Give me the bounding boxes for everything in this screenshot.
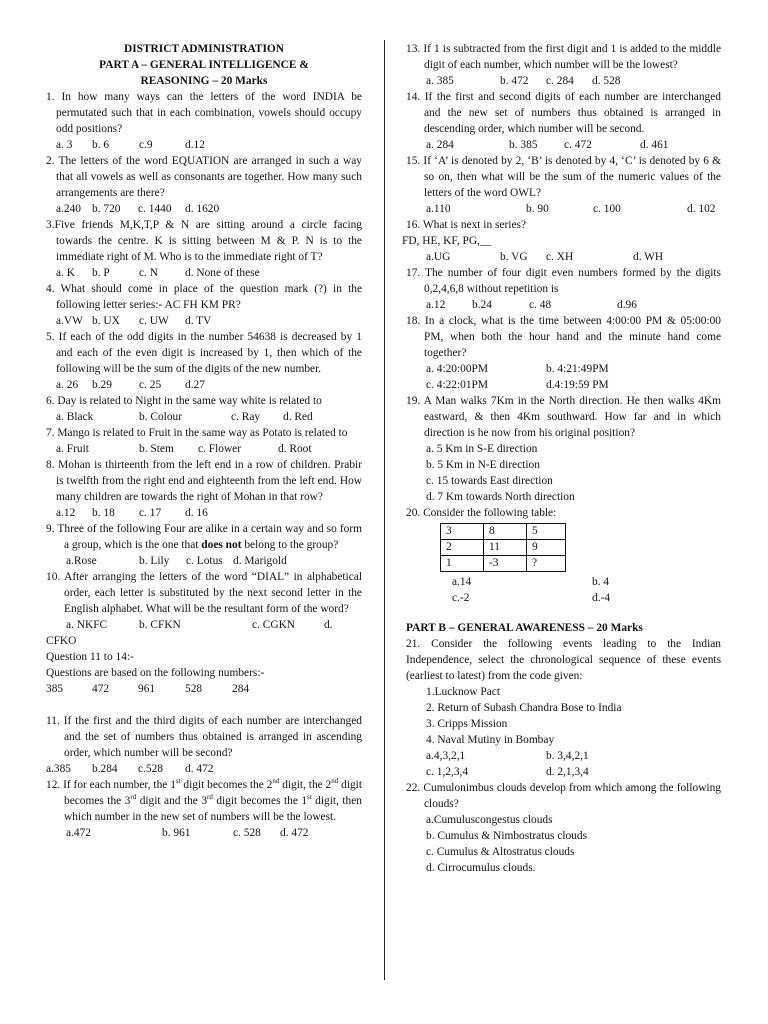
option-a: a.385 [46,763,71,775]
table-cell: 8 [484,524,527,540]
question-21: 21. Consider the following events leading to the Indian Independence, select the chronological sequence of these events (earliest to latest) from the code given: [406,638,721,682]
table-cell: 2 [441,540,484,556]
option-a: a.Rose [66,555,97,567]
question-18-options-cd [406,377,721,393]
option-a: a. 5 Km in S-E direction [426,443,538,455]
option-b: b. Colour [139,411,183,423]
option-b: b. 4 [592,576,610,588]
question-6-options [46,409,362,425]
q12-text: digit becomes the 1 [212,795,308,807]
event-item: 2. Return of Subash Chandra Bose to India [426,702,622,714]
option-d: d. 1620 [185,203,220,215]
option-c: c.-2 [452,592,470,604]
option-a: a.VW [56,315,83,327]
option-a: a. K [56,267,75,279]
option-b: b.284 [92,763,118,775]
question-21-options-cd [406,764,721,780]
event-item: 3. Cripps Mission [426,718,508,730]
question-12 [46,777,362,825]
superscript: st [175,777,181,786]
question-9-emphasis: does not [201,539,242,551]
option-d: d.12 [185,139,205,151]
option-c: c. CGKN [252,619,296,631]
option-a: a.472 [66,827,91,839]
superscript: nd [272,777,280,786]
option-c: c. UW [139,315,169,327]
option-d: d. 7 Km towards North direction [426,491,575,503]
option-b: b. CFKN [139,619,181,631]
question-16-options [406,249,721,265]
question-13-options [406,73,721,89]
option-b: b. VG [500,251,528,263]
question-5: 5. If each of the odd digits in the number 54638 is decreased by 1 and each of the even digit is increased by 1, then which of the following will be the sum of the digits of the new number. [46,331,362,375]
option-d: d.27 [185,379,205,391]
option-d: d. [324,619,333,631]
question-11-options [46,761,362,777]
option-d: d. Marigold [233,555,287,567]
question-1: 1. In how many ways can the letters of the word INDIA be permutated such that in each combination, vowels should occupy odd positions? [46,91,362,135]
table-cell: ? [527,556,566,572]
option-d: d. Cirrocumulus clouds. [426,862,536,874]
option-a: a. Black [56,411,94,423]
table-cell: 3 [441,524,484,540]
question-17-options [406,297,721,313]
option-c: c. Flower [198,443,242,455]
event-item: 4. Naval Mutiny in Bombay [426,734,555,746]
option-c: c.528 [138,763,163,775]
option-c: c. Ray [231,411,261,423]
option-d: d.4:19:59 PM [546,379,609,391]
part-b-title: PART B – GENERAL AWARENESS – 20 Marks [406,622,643,634]
question-13: 13. If 1 is subtracted from the first digit and 1 is added to the middle digit of each number, which number will be the lowest? [406,43,721,71]
question-15: 15. If ‘A’ is denoted by 2, ‘B’ is denoted by 4, ‘C’ is denoted by 6 & so on, then what will be the sum of the numeric values of the letters of the word OWL? [406,155,721,199]
option-b: b. UX [92,315,120,327]
option-d: d. Red [283,411,313,423]
table-row [441,524,566,540]
q12-text: digit and the 3 [136,795,208,807]
option-b: b. 472 [500,75,529,87]
option-c: c. Lotus [186,555,223,567]
option-b: b. 720 [92,203,121,215]
superscript: rd [130,793,137,802]
number-item: 472 [92,683,110,695]
option-a: a.UG [426,251,451,263]
option-a: a. 4:20:00PM [426,363,489,375]
table-cell: 11 [484,540,527,556]
question-6: 6. Day is related to Night in the same way white is related to [46,395,322,407]
option-b: b. Stem [139,443,174,455]
option-d: d. 2,1,3,4 [546,766,589,778]
option-c: c. 17 [139,507,162,519]
q12-text: 12. If for each number, the 1 [46,779,176,791]
option-c: c. 472 [564,139,592,151]
option-a: a.240 [56,203,81,215]
option-d: d. 102 [687,203,716,215]
question-20-options-cd [406,590,721,606]
option-d: d. None of these [185,267,260,279]
left-column [46,41,362,841]
option-c: c. 48 [529,299,552,311]
question-19: 19. A Man walks 7Km in the North direction. He then walks 4Km eastward, & then 4Km southward. How far and in which direction is he now from his original position? [406,395,721,439]
option-c: c. 15 towards East direction [426,475,553,487]
option-c: c. 528 [233,827,261,839]
table-cell: -3 [484,556,527,572]
table-row [441,556,566,572]
question-20: 20. Consider the following table: [406,507,557,519]
option-c: c. 25 [139,379,162,391]
option-b: b. 6 [92,139,110,151]
question-18-options-ab [406,361,721,377]
option-c: c. Cumulus & Altostratus clouds [426,846,575,858]
option-b: b. 3,4,2,1 [546,750,589,762]
question-2-options [46,201,362,217]
number-item: 284 [232,683,250,695]
q12-text: digit, the 2 [279,779,332,791]
option-b: b. 4:21:49PM [546,363,609,375]
question-4-options [46,313,362,329]
option-d: d.96 [617,299,637,311]
question-16-series: FD, HE, KF, PG,__ [402,235,492,247]
question-14-options [406,137,721,153]
question-group-intro: Questions are based on the following numbers:- [46,667,265,679]
option-d-continued: CFKO [46,635,77,647]
question-14: 14. If the first and second digits of each number are interchanged and the new set of numbers thus obtained is arranged in descending order, which number will be second. [406,91,721,135]
option-a: a.12 [426,299,446,311]
number-item: 528 [185,683,203,695]
question-3: 3.Five friends M,K,T,P & N are sitting around a circle facing towards the centre. K is sitting between M & P. N is to the immediate right of M. Who is to the immediate right of T? [46,219,362,263]
question-22: 22. Cumulonimbus clouds develop from which among the following clouds? [406,782,721,810]
table-cell: 9 [527,540,566,556]
question-17: 17. The number of four digit even numbers formed by the digits 0,2,4,6,8 without repetition is [406,267,721,295]
right-column [402,41,721,876]
option-c: c. 4:22:01PM [426,379,489,391]
option-a: a.14 [452,576,472,588]
question-10: 10. After arranging the letters of the word “DIAL” in alphabetical order, each letter is substituted by the next second letter in the English alphabet. What will be the resultant form of the word? [46,571,362,615]
option-d: d. 528 [592,75,621,87]
option-b: b.29 [92,379,112,391]
option-a: a. 284 [426,139,454,151]
question-15-options [406,201,721,217]
option-a: a. 385 [426,75,454,87]
option-d: d. 461 [640,139,669,151]
option-b: b. Lily [139,555,170,567]
table-cell: 1 [441,556,484,572]
option-d: d. 472 [280,827,309,839]
option-b: b. P [92,267,110,279]
question-7-options [46,441,362,457]
number-list [46,681,362,697]
option-d: d. TV [185,315,212,327]
option-b: b.24 [472,299,492,311]
question-group-heading: Question 11 to 14:- [46,651,134,663]
option-b: b. 5 Km in N-E direction [426,459,540,471]
q12-text: digit, then which number in the new set of numbers will be the lowest. [64,795,362,823]
option-b: b. 90 [526,203,549,215]
option-c: c. XH [546,251,574,263]
option-d: d. 472 [185,763,214,775]
q12-text: digit becomes the 3 [64,779,363,807]
question-9 [46,521,362,553]
part-a-subtitle: REASONING – 20 Marks [140,75,268,87]
option-c: c. 284 [546,75,574,87]
superscript: rd [207,793,213,802]
option-d: d. WH [633,251,664,263]
option-c: c. N [139,267,158,279]
option-a: a.110 [426,203,451,215]
option-a: a.Cumuluscongestus clouds [426,814,553,826]
option-a: a.12 [56,507,76,519]
option-c: c. 1,2,3,4 [426,766,469,778]
question-10-options [46,617,362,633]
question-20-options-ab [406,574,721,590]
option-c: c.9 [139,139,153,151]
option-c: c. 1440 [138,203,172,215]
question-9-options [46,553,362,569]
question-8-options [46,505,362,521]
option-d: d. 16 [185,507,208,519]
part-a-title: PART A – GENERAL INTELLIGENCE & [99,59,309,71]
superscript: st [307,793,312,802]
table-row [441,540,566,556]
option-b: b. 961 [162,827,191,839]
question-4: 4. What should come in place of the question mark (?) in the following letter series:- AC FH KM PR? [46,283,362,311]
question-1-options [46,137,362,153]
doc-title: DISTRICT ADMINISTRATION [123,43,285,55]
option-c: c. 100 [593,203,621,215]
option-a: a.4,3,2,1 [426,750,466,762]
question-7: 7. Mango is related to Fruit in the same way as Potato is related to [46,427,348,439]
option-a: a. 26 [56,379,79,391]
option-a: a. NKFC [66,619,108,631]
question-21-options-ab [406,748,721,764]
option-d: d. Root [278,443,312,455]
question-8: 8. Mohan is thirteenth from the left end in a row of children. Prabir is twelfth from the right end and eighteenth from the left end. How many children are towards the right of Mohan in that row? [46,459,362,503]
question-11: 11. If the first and the third digits of each number are interchanged and the set of numbers thus obtained is arranged in ascending order, which number will be second? [46,715,362,759]
option-d: d.-4 [592,592,611,604]
question-18: 18. In a clock, what is the time between 4:00:00 PM & 05:00:00 PM, when both the hour hand and the minute hand come together? [406,315,721,359]
number-table [440,523,566,572]
question-9-text: 9. Three of the following Four are alike in a certain way and so form a group, which is the one that [46,523,362,551]
superscript: nd [331,777,339,786]
option-b: b. Cumulus & Nimbostratus clouds [426,830,588,842]
question-2: 2. The letters of the word EQUATION are arranged in such a way that all vowels as well as consonants are together. How many such arrangements are there? [46,155,362,199]
question-9-text-end: belong to the group? [241,539,339,551]
column-divider [384,40,385,980]
option-a: a. Fruit [56,443,89,455]
number-item: 961 [138,683,156,695]
number-item: 385 [46,683,64,695]
option-b: b. 385 [509,139,538,151]
event-item: 1.Lucknow Pact [426,686,501,698]
question-3-options [46,265,362,281]
option-a: a. 3 [56,139,73,151]
question-5-options [46,377,362,393]
question-16: 16. What is next in series? [406,219,526,231]
option-b: b. 18 [92,507,115,519]
table-cell: 5 [527,524,566,540]
q12-text: digit becomes the 2 [180,779,273,791]
question-12-options [46,825,362,841]
